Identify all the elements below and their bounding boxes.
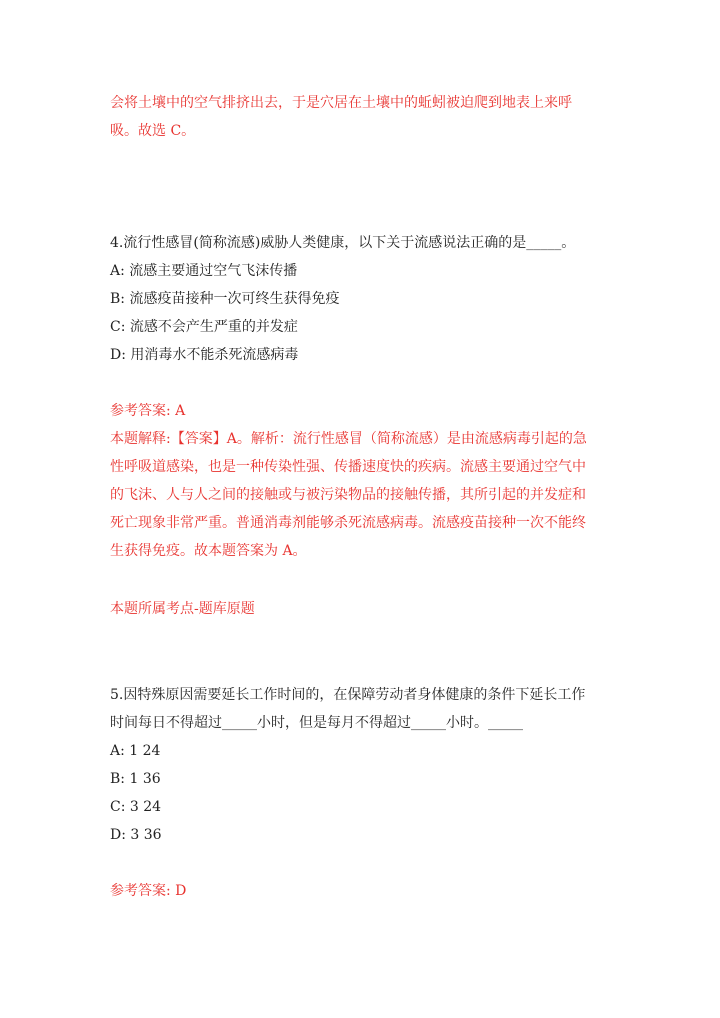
- option-b: B: 1 36: [110, 771, 161, 787]
- question-5-answer-section: [110, 877, 610, 905]
- option-c: C: 流感不会产生严重的并发症: [110, 319, 298, 335]
- answer-label: 参考答案: A: [110, 403, 186, 419]
- question-text: 时间每日不得超过_____小时，但是每月不得超过_____小时。_____: [110, 715, 523, 731]
- explanation-line: 会将土壤中的空气排挤出去，于是穴居在土壤中的蚯蚓被迫爬到地表上来呼: [110, 95, 572, 111]
- explanation-line: 生获得免疫。故本题答案为 A。: [110, 543, 307, 559]
- question-text: 4.流行性感冒(简称流感)威胁人类健康，以下关于流感说法正确的是_____。: [110, 235, 576, 251]
- source-label: 本题所属考点-题库原题: [110, 601, 255, 617]
- answer-label: 参考答案: D: [110, 883, 187, 899]
- option-c: C: 3 24: [110, 799, 162, 815]
- option-d: D: 3 36: [110, 827, 162, 843]
- question-4: [110, 229, 610, 369]
- explanation-line: 性呼吸道感染，也是一种传染性强、传播速度快的疾病。流感主要通过空气中: [110, 459, 586, 475]
- explanation-line: 本题解释:【答案】A。解析：流行性感冒（简称流感）是由流感病毒引起的急: [110, 431, 587, 447]
- explanation-line: 吸。故选 C。: [110, 123, 196, 139]
- question-5: [110, 681, 610, 849]
- previous-explanation: [110, 89, 610, 145]
- explanation-line: 的飞沫、人与人之间的接触或与被污染物品的接触传播，其所引起的并发症和: [110, 487, 586, 503]
- option-b: B: 流感疫苗接种一次可终生获得免疫: [110, 291, 340, 307]
- option-a: A: 1 24: [110, 743, 161, 759]
- question-text: 5.因特殊原因需要延长工作时间的，在保障劳动者身体健康的条件下延长工作: [110, 687, 586, 703]
- option-a: A: 流感主要通过空气飞沫传播: [110, 263, 298, 279]
- question-4-answer-section: [110, 397, 610, 565]
- option-d: D: 用消毒水不能杀死流感病毒: [110, 347, 299, 363]
- explanation-line: 死亡现象非常严重。普通消毒剂能够杀死流感病毒。流感疫苗接种一次不能终: [110, 515, 586, 531]
- question-source: [110, 595, 610, 623]
